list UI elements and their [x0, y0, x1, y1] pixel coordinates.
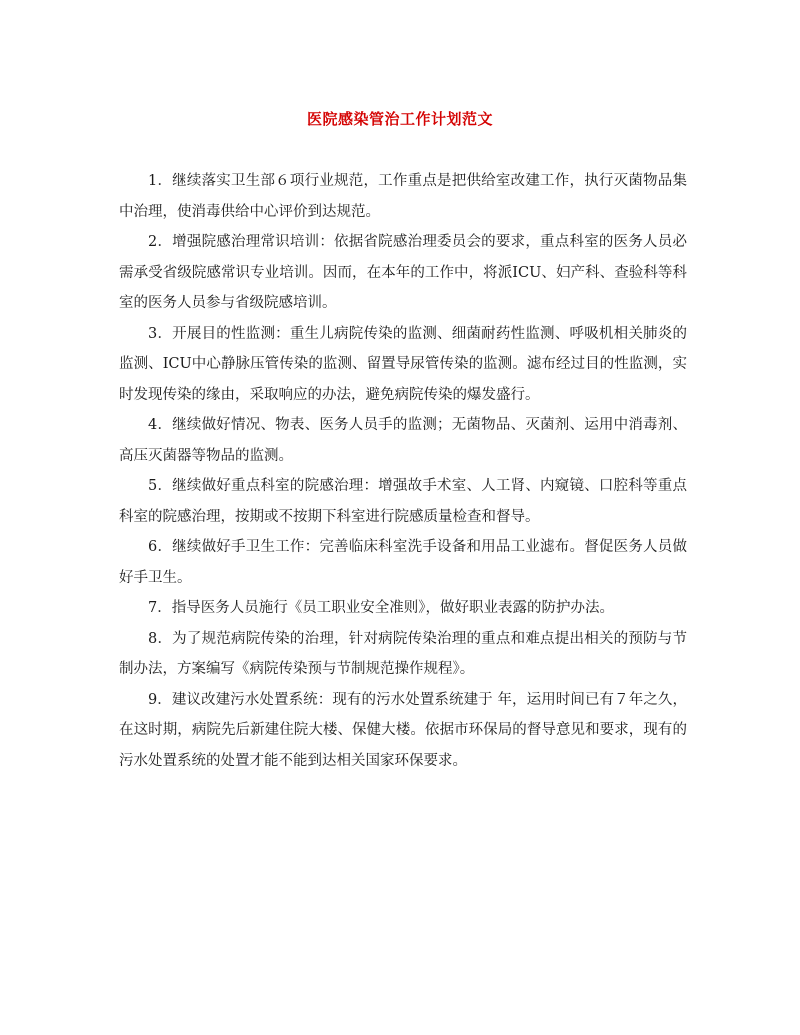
paragraph-5: 5．继续做好重点科室的院感治理：增强故手术室、人工肾、内窥镜、口腔科等重点科室的院感治理，按期或不按期下科室进行院感质量检查和督导。: [119, 478, 687, 525]
paragraph-7: 7．指导医务人员施行《员工职业安全准则》，做好职业表露的防护办法。: [148, 600, 614, 616]
paragraph-2: 2．增强院感治理常识培训：依据省院感治理委员会的要求，重点科室的医务人员必需承受省级院感常识专业培训。因而，在本年的工作中，将派ICU、妇产科、查验科等科室的医务人员参与省级院感培训。: [119, 234, 687, 311]
paragraph-9: 9．建议改建污水处置系统：现有的污水处置系统建于 年，运用时间已有７年之久，在这时期，病院先后新建住院大楼、保健大楼。依据市环保局的督导意见和要求，现有的污水处置系统的处置才能不能到达相关国家环保要求。: [119, 691, 687, 769]
paragraph-4: 4．继续做好情况、物表、医务人员手的监测；无菌物品、灭菌剂、运用中消毒剂、高压灭菌器等物品的监测。: [119, 417, 687, 464]
paragraph-8: 8．为了规范病院传染的治理，针对病院传染治理的重点和难点提出相关的预防与节制办法，方案编写《病院传染预与节制规范操作规程》。: [119, 630, 687, 677]
document-body: [119, 166, 687, 776]
paragraph-6: 6．继续做好手卫生工作：完善临床科室洗手设备和用品工业滤布。督促医务人员做好手卫生。: [119, 539, 687, 586]
paragraph-1: 1．继续落实卫生部６项行业规范，工作重点是把供给室改建工作，执行灭菌物品集中治理，使消毒供给中心评价到达规范。: [119, 173, 687, 220]
paragraph-3: 3．开展目的性监测：重生儿病院传染的监测、细菌耐药性监测、呼吸机相关肺炎的监测、ICU中心静脉压管传染的监测、留置导尿管传染的监测。滤布经过目的性监测，实时发现传染的缘由，采取响应的办法，避免病院传染的爆发盛行。: [119, 325, 687, 403]
document-title: 医院感染管治工作计划范文: [306, 110, 493, 128]
